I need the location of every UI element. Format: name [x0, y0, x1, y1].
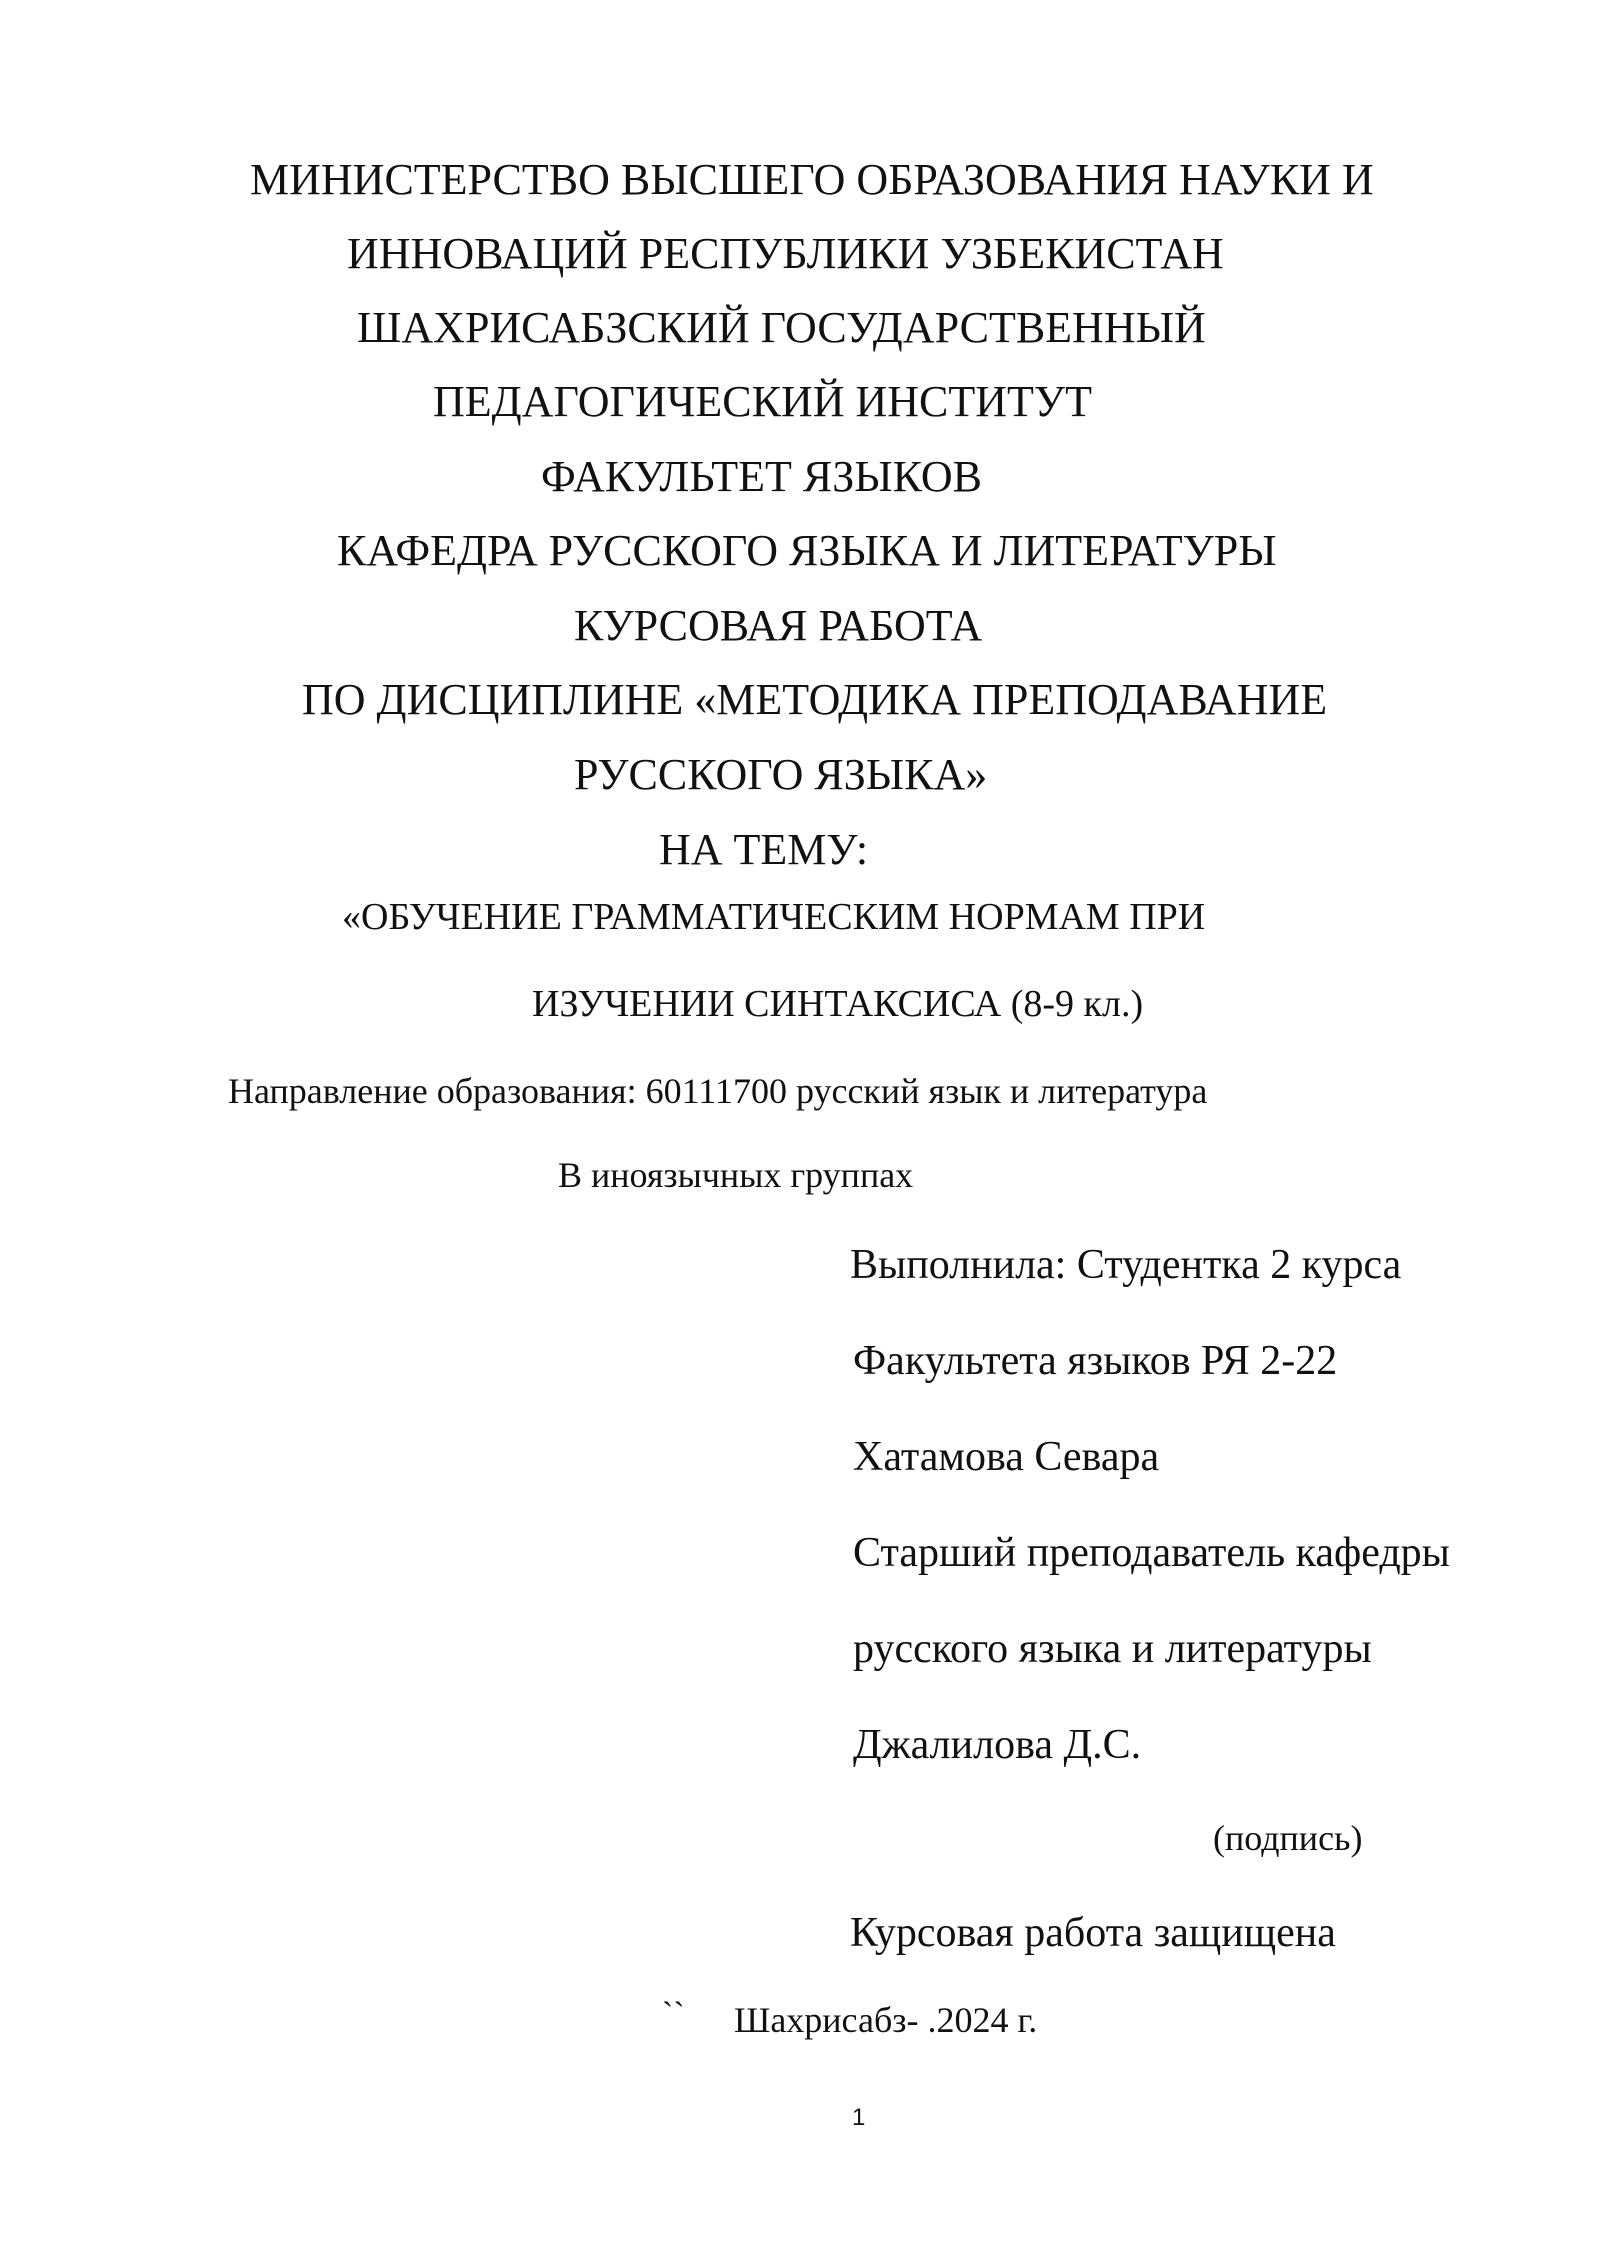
student-group-line: Факультета языков РЯ 2-22	[853, 1338, 1338, 1384]
topic-label: НА ТЕМУ:	[659, 825, 869, 874]
defended-status: Курсовая работа защищена	[850, 1910, 1336, 1956]
education-direction: Направление образования: 60111700 русский язык и литература	[228, 1071, 1208, 1111]
group-type: В иноязычных группах	[558, 1155, 914, 1195]
completed-by-line: Выполнила: Студентка 2 курса	[850, 1242, 1402, 1288]
supervisor-title-line-2: русского языка и литературы	[853, 1626, 1372, 1672]
signature-label: (подпись)	[1213, 1818, 1363, 1858]
heading-ministry-line-2: ИННОВАЦИЙ РЕСПУБЛИКИ УЗБЕКИСТАН	[347, 229, 1224, 278]
heading-ministry-line-1: МИНИСТЕРСТВО ВЫСШЕГО ОБРАЗОВАНИЯ НАУКИ И	[250, 155, 1374, 204]
topic-title-line-2: ИЗУЧЕНИИ СИНТАКСИСА (8-9 кл.)	[532, 983, 1144, 1025]
discipline-line-2: РУССКОГО ЯЗЫКА»	[574, 750, 988, 799]
city-year: Шахрисабз- .2024 г.	[734, 2000, 1038, 2040]
institute-name-line-1: ШАХРИСАБЗСКИЙ ГОСУДАРСТВЕННЫЙ	[357, 303, 1206, 352]
quote-marks: ``	[662, 1996, 685, 2033]
department-name: КАФЕДРА РУССКОГО ЯЗЫКА И ЛИТЕРАТУРЫ	[337, 526, 1277, 575]
supervisor-title-line-1: Старший преподаватель кафедры	[853, 1530, 1450, 1576]
supervisor-name: Джалилова Д.С.	[853, 1722, 1142, 1768]
institute-name-line-2: ПЕДАГОГИЧЕСКИЙ ИНСТИТУТ	[433, 377, 1092, 426]
topic-title-line-1: «ОБУЧЕНИЕ ГРАММАТИЧЕСКИМ НОРМАМ ПРИ	[342, 896, 1206, 938]
work-type: КУРСОВАЯ РАБОТА	[574, 601, 983, 650]
page-number: 1	[852, 2104, 866, 2131]
student-name: Хатамова Севара	[853, 1434, 1160, 1480]
discipline-line-1: ПО ДИСЦИПЛИНЕ «МЕТОДИКА ПРЕПОДАВАНИЕ	[302, 675, 1328, 724]
faculty-name: ФАКУЛЬТЕТ ЯЗЫКОВ	[541, 452, 982, 501]
